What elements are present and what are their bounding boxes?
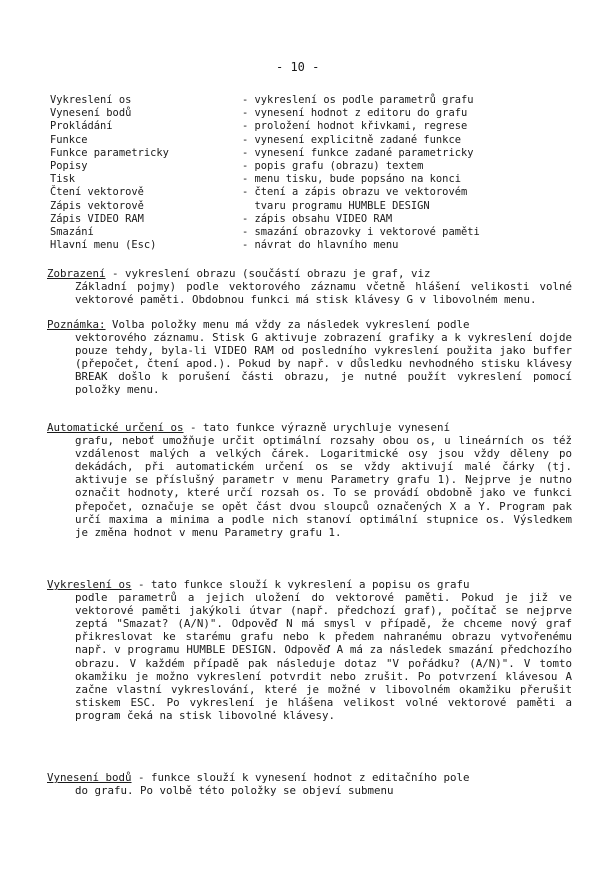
menu-item-name: Popisy bbox=[50, 160, 88, 173]
menu-item bbox=[50, 107, 570, 120]
menu-item bbox=[50, 200, 570, 213]
section-poznamka bbox=[47, 318, 572, 397]
section-body: grafu, neboť umožňuje určit optimální rozsahy obou os, u lineárních os též vzdálenost malých a velkých čárek. Logaritmické osy jsou vždy děleny po dekádách, při automatickém určení os se vždy aktivují malé čárky (tj. aktivuje se příslušný parametr v menu Parametry grafu 1). Nejprve je nutno označit hodnoty, které určí rozsah os. To se provádí obdobně jako ve funkci přepočet, označuje se opět část dvou sloupců označených X a Y. Program pak určí maxima a minima a podle nich stanoví optimální stupnice os. Výsledkem je změna hodnot v menu Parametry grafu 1. bbox=[75, 434, 572, 539]
menu-item-description: - vykreslení os podle parametrů grafu bbox=[242, 94, 474, 106]
menu-item-name: Prokládání bbox=[50, 120, 113, 133]
section-first-line: Volba položky menu má vždy za následek vykreslení podle bbox=[105, 318, 470, 331]
menu-item bbox=[50, 134, 570, 147]
menu-item bbox=[50, 120, 570, 133]
menu-item-description: - zápis obsahu VIDEO RAM bbox=[242, 212, 393, 225]
menu-item bbox=[50, 239, 570, 252]
menu-item-description: - vynesení hodnot z editoru do grafu bbox=[242, 107, 468, 120]
section-heading: Vykreslení os bbox=[47, 578, 132, 591]
menu-item bbox=[50, 160, 570, 173]
section-first-line: - tato funkce slouží k vykreslení a popisu os grafu bbox=[131, 578, 470, 591]
section-heading: Automatické určení os bbox=[47, 421, 184, 434]
menu-item-description: - vynesení explicitně zadané funkce bbox=[242, 133, 461, 146]
menu-item bbox=[50, 147, 570, 160]
menu-item-name: Smazání bbox=[50, 226, 94, 239]
menu-item-description: - popis grafu (obrazu) textem bbox=[242, 160, 424, 173]
section-first-line: - tato funkce výrazně urychluje vynesení bbox=[183, 421, 451, 434]
menu-item-description: - proložení hodnot křivkami, regrese bbox=[242, 120, 468, 133]
menu-item-description: - menu tisku, bude popsáno na konci bbox=[242, 173, 461, 186]
section-automaticke-urceni-os bbox=[47, 421, 572, 539]
section-body: Základní pojmy) podle vektorového záznamu včetně hlášení velikosti volné vektorové paměti. Obdobnou funkci má stisk klávesy G v libovolném menu. bbox=[75, 280, 572, 307]
menu-item-name: Vykreslení os bbox=[50, 94, 132, 106]
menu-item-name: Hlavní menu (Esc) bbox=[50, 239, 157, 252]
menu-item-description: - vynesení funkce zadané parametricky bbox=[242, 146, 474, 159]
section-first-line: - funkce slouží k vynesení hodnot z editačního pole bbox=[131, 771, 470, 784]
menu-item-name: Zápis VIDEO RAM bbox=[50, 212, 144, 225]
menu-item-description: - čtení a zápis obrazu ve vektorovém bbox=[242, 186, 468, 199]
section-vyneseni-bodu bbox=[47, 771, 572, 797]
menu-item bbox=[50, 186, 570, 199]
menu-item-name: Tisk bbox=[50, 173, 76, 186]
menu-item bbox=[50, 226, 570, 239]
menu-list bbox=[50, 94, 570, 252]
section-first-line: - vykreslení obrazu (součástí obrazu je graf, viz bbox=[105, 267, 431, 280]
section-body: podle parametrů a jejich uložení do vektorové paměti. Pokud je již ve vektorové paměti jakýkoli útvar (např. předchozí graf), počítač se nejprve zeptá "Smazat? (A/N)". Odpověď N má smysl v případě, že chceme nový graf přikreslovat ke starému grafu nebo k předem nahranému obrazu vytvořenému např. v programu HUMBLE DESIGN. Odpověď A má za následek smazání předchozího obrazu. V každém případě pak následuje dotaz "V pořádku? (A/N)". V tomto okamžiku je možno vykreslení potvrdit nebo zrušit. Po potvrzení klávesou A začne vlastní vykreslování, které je možné v libovolném okamžiku přerušit stiskem ESC. Po vykreslení je hlášena velikost volné vektorové paměti a program čeká na stisk libovolné klávesy. bbox=[75, 591, 572, 722]
menu-item-name: Zápis vektorově bbox=[50, 199, 144, 212]
menu-item-name: Funkce parametricky bbox=[50, 146, 169, 159]
section-heading: Vynesení bodů bbox=[47, 771, 132, 784]
menu-item-name: Čtení vektorově bbox=[50, 186, 144, 199]
menu-item bbox=[50, 173, 570, 186]
menu-item bbox=[50, 94, 570, 107]
section-body: do grafu. Po volbě této položky se objeví submenu bbox=[75, 784, 394, 798]
section-heading: Zobrazení bbox=[47, 267, 106, 280]
menu-item-name: Vynesení bodů bbox=[50, 107, 132, 120]
menu-item-description: tvaru programu HUMBLE DESIGN bbox=[242, 199, 430, 212]
section-body: vektorového záznamu. Stisk G aktivuje zobrazení grafiky a k vykreslení dojde pouze tehdy, byla-li VIDEO RAM od posledního vykreslení použita jako buffer (přepočet, čtení apod.). Pokud by např. v důsledku nevhodného stisku klávesy BREAK došlo k porušení části obrazu, je nutné použít vykreslení pomocí položky menu. bbox=[75, 331, 572, 397]
menu-item bbox=[50, 213, 570, 226]
menu-item-description: - smazání obrazovky i vektorové paměti bbox=[242, 226, 480, 239]
menu-item-description: - návrat do hlavního menu bbox=[242, 239, 399, 252]
page-number: - 10 - bbox=[276, 60, 320, 74]
menu-item-name: Funkce bbox=[50, 133, 88, 146]
section-zobrazeni bbox=[47, 267, 572, 306]
section-vykresleni-os bbox=[47, 578, 572, 722]
section-heading: Poznámka: bbox=[47, 318, 106, 331]
